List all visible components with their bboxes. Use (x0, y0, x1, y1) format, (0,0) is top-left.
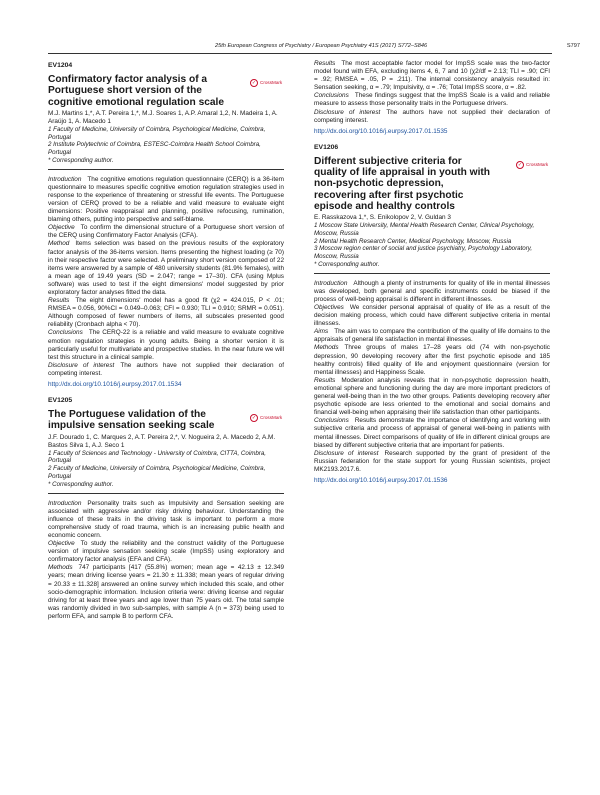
crossmark-badge[interactable] (516, 160, 550, 170)
doi-link[interactable]: http://dx.doi.org/10.1016/j.eurpsy.2017.01.1535 (314, 127, 448, 135)
crossmark-icon: ✓ (251, 80, 257, 87)
abstract-section (314, 377, 550, 417)
abstract-section (48, 176, 284, 225)
abstract-id: EV1205 (48, 397, 73, 405)
abstract-section (48, 297, 284, 329)
abstract-title: The Portuguese validation of the impulsive sensation seeking scale (48, 409, 215, 432)
author-list: M.J. Martins 1,*, A.T. Pereira 1,*, M.J. Soares 1, A.P. Amaral 1,2, N. Madeira 1, A. Araújo 1, A. Macedo 1 (48, 109, 278, 125)
abstract-section (48, 240, 284, 297)
section-text: Three groups of males 17–28 years old (74 with non-psychotic depression, 90 developing recovery after the first psychotic episode and 185 healthy controls) filled quality of life and enjoyment questionnaire (version for mental illnesses) and Happiness Scale. (314, 344, 550, 376)
section-label: Objectives (314, 304, 344, 312)
crossmark-label: CrossMark (526, 161, 549, 167)
section-text: The authors have not supplied their declaration of competing interest. (314, 108, 550, 124)
abstract-header (48, 74, 284, 108)
abstract-section (314, 60, 550, 92)
section-text: The eight dimensions' model has a good fit (χ2 = 424.015, P < .01; RMSEA = 0.056, 90%CI = 0.049–0.063; CFI = 0.930; TLI = 0.910; SRMR = 0.051). Although composed of fewer numbers of items, all subscales presented good reliability (Cronbach alpha < 70). (48, 297, 284, 329)
section-text: We consider personal appraisal of quality of life as a result of the decision making process, which could have different subjective criteria in mental illnesses. (314, 304, 550, 328)
left-column (48, 60, 284, 621)
section-label: Objective (48, 540, 75, 548)
affiliation: 2 Institute Polytechnic of Coimbra, ESTESC-Coimbra Health School Coimbra, Portugal (48, 141, 261, 157)
section-label: Conclusions (314, 417, 349, 425)
abstract-header (48, 409, 284, 431)
section-text: To confirm the dimensional structure of a Portuguese short version of the CERQ using Confirmatory Factor Analysis (CFA). (48, 224, 284, 240)
corresponding-note: * Corresponding author. (48, 480, 114, 488)
right-column (314, 60, 550, 493)
abstract-section (314, 328, 550, 344)
journal-citation: 25th European Congress of Psychiatry / European Psychiatry 41S (2017) S772–S846 (215, 43, 428, 49)
section-text: To study the reliability and the construct validity of the Portuguese version of impulsive sensation seeking scale (ImpSS) using exploratory and confirmatory factor analysis (EFA and CFA). (48, 540, 284, 564)
abstract-section (314, 417, 550, 449)
crossmark-label: CrossMark (260, 80, 283, 86)
section-label: Aims (314, 328, 329, 336)
section-text: The most acceptable factor model for ImpSS scale was the two-factor model found with EFA, excluding items 4, 6, 7 and 10 (χ2/df = 2.13; TLI = .90; CFI = .92; RMSEA = .05, P = .211). The internal consistency analysis resulted in: Sensation seeking, α = .79; Impulsivity, α = .76; Total ImpSS score, α = .82. (314, 60, 550, 92)
abstract-section (314, 280, 550, 304)
section-label: Introduction (314, 279, 348, 287)
affiliation: 2 Faculty of Medicine, University of Coimbra, Psychological Medicine, Coimbra, Portugal (48, 465, 266, 481)
section-text: Research supported by the grant of president of the Russian federation for the state support for young Russian scientists, project MK2193.2017.6. (314, 449, 551, 473)
abstract-id: EV1204 (48, 62, 73, 69)
abstract-section (314, 450, 550, 474)
abstract-section (48, 329, 284, 361)
crossmark-badge[interactable] (250, 78, 284, 88)
section-label: Results (48, 297, 70, 305)
section-text: Although a plenty of instruments for quality of life in mental illnesses was developed, both general and specific instruments could be biased if the process of well-being appraisal is different in different illnesses. (314, 279, 550, 303)
affiliation: 3 Moscow region center of social and justice psychiatry, Psychology Laboratory, Moscow, Russia (314, 245, 533, 261)
author-list: E. Rasskazova 1,*, S. Enikolopov 2, V. Guldan 3 (314, 213, 451, 221)
section-label: Method (48, 240, 70, 248)
corresponding-note: * Corresponding author. (314, 260, 380, 268)
section-text: The cognitive emotions regulation questionnaire (CERQ) is a 36-item questionnaire to measures specific cognitive emotion regulation strategies used in response to the experience of threatening or stressful life events. The Portuguese version of CERQ proved to be a reliable and valid measure to evaluate eight dimensions: Positive reappraisal and planning, positive refocusing, rumination, blaming others, putting into perspective and self-blame. (48, 175, 284, 224)
section-text: The aim was to compare the contribution of the quality of life domains to the appraisals of general life satisfaction in mental illnesses. (314, 328, 550, 344)
abstract-section (48, 540, 284, 564)
abstract-header (314, 156, 550, 212)
section-text: Personality traits such as Impulsivity and Sensation seeking are associated with aggressive and/or risky driving behaviour. Understanding the influence of these traits in the driving task is important to perform a more comprehensive study of road trauma, which is an increasing public health and economic concern. (48, 499, 284, 539)
abstract-section (314, 304, 550, 328)
abstract-section (48, 224, 284, 240)
section-label: Methods (48, 564, 73, 572)
doi-link[interactable]: http://dx.doi.org/10.1016/j.eurpsy.2017.01.1534 (48, 381, 182, 389)
section-text: Items selection was based on the previous results of the exploratory factor analysis of the 36-items version. Items presenting the highest loading (≥ 70) in their respective factor were selected. A preliminary short version composed of 22 items were answered by a sample of 480 university students (81.9% females), with a mean age of 19.49 years (SD = 2.047; range = 17–30). CFA (using Mplus software) was used to test if the eight dimensions' model suggested by prior exploratory factor analyses fitted the data. (48, 240, 284, 296)
affiliation: 2 Mental Health Research Center, Medical Psychology, Moscow, Russia (314, 237, 512, 245)
section-label: Disclosure of interest (314, 449, 379, 457)
affiliation: 1 Faculty of Sciences and Technology - University of Coimbra, CITTA, Coimbra, Portugal (48, 449, 267, 465)
header-rule (48, 53, 552, 54)
affiliation: 1 Moscow State University, Mental Health Research Center, Clinical Psychology, Moscow, Russia (314, 221, 535, 237)
section-divider (48, 493, 284, 494)
section-label: Conclusions (314, 92, 349, 100)
author-list: J.F. Dourado 1, C. Marques 2, A.T. Pereira 2,*, V. Nogueira 2, A. Macedo 2, A.M. Bastos Silva 1, A.J. Seco 1 (48, 433, 276, 449)
abstract-title: Confirmatory factor analysis of a Portuguese short version of the cognitive emotional regulation scale (48, 74, 225, 108)
section-label: Disclosure of interest (314, 108, 381, 116)
abstract-id: EV1206 (314, 143, 339, 151)
section-text: Results demonstrate the importance of identifying and working with subjective criteria and process of appraisal of general well-being in patients with mental illnesses. Direct comparisons of quality of life in different clinical groups are biased by different subjective criteria that are important for patients. (314, 417, 550, 449)
crossmark-badge[interactable] (250, 413, 284, 423)
section-text: Moderation analysis reveals that in non-psychotic depression health, emotional sphere and functioning during the day are more important predictors of general well-being than in the two other groups. Patients developing recovery after psychotic episode are less oriented to the emotional and social domains and financial well-being when appraising their life satisfaction than other participants. (314, 376, 550, 417)
abstract-section (48, 500, 284, 540)
abstract-section (48, 564, 284, 621)
section-label: Methods (314, 344, 339, 352)
page-number: S797 (566, 43, 580, 49)
section-label: Disclosure of interest (48, 361, 115, 369)
corresponding-note: * Corresponding author. (48, 156, 114, 164)
section-label: Objective (48, 224, 75, 232)
section-label: Results (314, 60, 336, 67)
abstract-section (48, 362, 284, 378)
section-text: The authors have not supplied their declaration of competing interest. (48, 361, 284, 377)
section-text: The CERQ-22 is a reliable and valid measure to evaluate cognitive emotion regulation strategies in young adults. Being a shorter version it is particularly useful for multivariate and prospective studies. In the near future we will test this structure in a clinical sample. (48, 329, 284, 361)
section-divider (314, 273, 550, 274)
section-divider (48, 169, 284, 170)
section-label: Introduction (48, 499, 82, 507)
abstract-section (314, 92, 550, 108)
crossmark-label: CrossMark (260, 415, 283, 421)
abstract-title: Different subjective criteria for quality of life appraisal in youth with non-psychotic depression, recovering after first psychotic episode and healthy controls (314, 155, 491, 212)
section-text: These findings suggest that the ImpSS Scale is a valid and reliable measure to assess those personality traits in the Portuguese drivers. (314, 92, 550, 108)
section-label: Conclusions (48, 329, 83, 337)
section-label: Introduction (48, 175, 82, 183)
abstract-section (314, 344, 550, 376)
crossmark-icon: ✓ (251, 415, 257, 422)
section-label: Results (314, 376, 336, 384)
crossmark-icon: ✓ (517, 161, 523, 168)
section-text: 747 participants [417 (55.8%) women; mean age = 42.13 ± 12.349 years; mean driving license years = 21.30 ± 11.338; mean years of regular driving = 20.33 ± 11.328] answered an online survey which included this scale, and other socio-demographic information. Inclusion criteria were: driving license and regular driving for at least three years and age lower than 75 years old. The total sample was randomly divided in two sub-samples, with sample A (n = 373) being used to perform EFA, and sample B to perform CFA. (48, 564, 284, 620)
abstract-section (314, 109, 550, 125)
affiliation: 1 Faculty of Medicine, University of Coimbra, Psychological Medicine, Coimbra, Portugal (48, 125, 266, 141)
doi-link[interactable]: http://dx.doi.org/10.1016/j.eurpsy.2017.01.1536 (314, 476, 448, 484)
